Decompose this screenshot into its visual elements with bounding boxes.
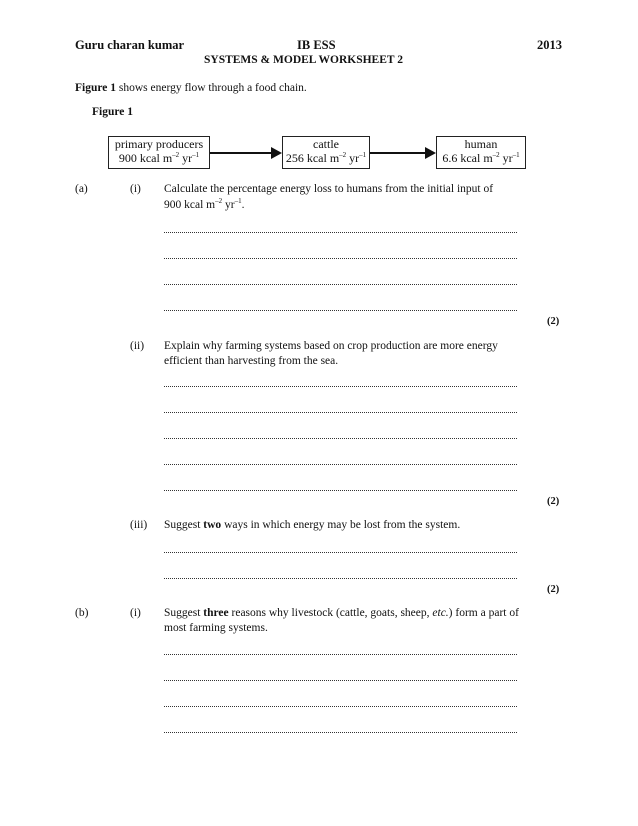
answer-line[interactable] bbox=[164, 412, 517, 413]
figure-label: Figure 1 bbox=[92, 106, 133, 118]
answer-line[interactable] bbox=[164, 232, 517, 233]
answer-line[interactable] bbox=[164, 386, 517, 387]
answer-line[interactable] bbox=[164, 258, 517, 259]
question-a-i-line2: 900 kcal $m^{-2}$ $yr^{-1}$. bbox=[164, 197, 245, 211]
intro-rest: shows energy flow through a food chain. bbox=[116, 82, 307, 94]
question-a-label: (a) bbox=[75, 183, 88, 195]
author-name: Guru charan kumar bbox=[75, 38, 185, 52]
energy-flow-arrow bbox=[370, 152, 434, 154]
box-value: 6.6 kcal $m^{-2}$ $yr^{-1}$ bbox=[442, 151, 520, 165]
intro-text bbox=[75, 81, 307, 96]
question-a-iii-number: (iii) bbox=[130, 519, 148, 531]
answer-line[interactable] bbox=[164, 464, 517, 465]
question-a-iii-text: Suggest two ways in which energy may be lost from the system. bbox=[164, 519, 461, 531]
answer-line[interactable] bbox=[164, 552, 517, 553]
energy-flow-arrow bbox=[210, 152, 280, 154]
intro-figure-ref: Figure 1 bbox=[75, 82, 116, 94]
question-a-i-number: (i) bbox=[130, 183, 141, 195]
food-chain-box-cattle bbox=[282, 136, 370, 169]
question-b-i-number: (i) bbox=[130, 607, 141, 619]
marks-a-iii: (2) bbox=[547, 584, 560, 595]
marks-a-ii: (2) bbox=[547, 496, 560, 507]
answer-line[interactable] bbox=[164, 578, 517, 579]
answer-line[interactable] bbox=[164, 732, 517, 733]
answer-line[interactable] bbox=[164, 438, 517, 439]
box-name: primary producers bbox=[114, 137, 204, 151]
question-b-label: (b) bbox=[75, 607, 89, 619]
box-name: cattle bbox=[313, 137, 339, 151]
answer-line[interactable] bbox=[164, 310, 517, 311]
marks-a-i: (2) bbox=[547, 316, 560, 327]
answer-line[interactable] bbox=[164, 654, 517, 655]
question-a-ii-line1: Explain why farming systems based on crop production are more energy bbox=[164, 340, 498, 352]
question-b-i-line2: most farming systems. bbox=[164, 622, 268, 634]
question-a-i-line1: Calculate the percentage energy loss to humans from the initial input of bbox=[164, 183, 494, 195]
question-b-i-line1: Suggest three reasons why livestock (cattle, goats, sheep, etc.) form a part of bbox=[164, 607, 519, 619]
answer-line[interactable] bbox=[164, 284, 517, 285]
box-value: 900 kcal $m^{-2}$ $yr^{-1}$ bbox=[118, 151, 200, 165]
box-name: human bbox=[464, 137, 498, 151]
answer-line[interactable] bbox=[164, 490, 517, 491]
question-a-ii-number: (ii) bbox=[130, 340, 145, 352]
year: 2013 bbox=[537, 38, 562, 52]
answer-line[interactable] bbox=[164, 680, 517, 681]
worksheet-subtitle: SYSTEMS & MODEL WORKSHEET 2 bbox=[204, 54, 403, 66]
answer-line[interactable] bbox=[164, 706, 517, 707]
question-a-ii-line2: efficient than harvesting from the sea. bbox=[164, 355, 339, 367]
box-value: 256 kcal $m^{-2}$ $yr^{-1}$ bbox=[285, 151, 367, 165]
food-chain-box-primary-producers bbox=[108, 136, 210, 169]
course-title: IB ESS bbox=[297, 38, 336, 52]
food-chain-box-human bbox=[436, 136, 526, 169]
